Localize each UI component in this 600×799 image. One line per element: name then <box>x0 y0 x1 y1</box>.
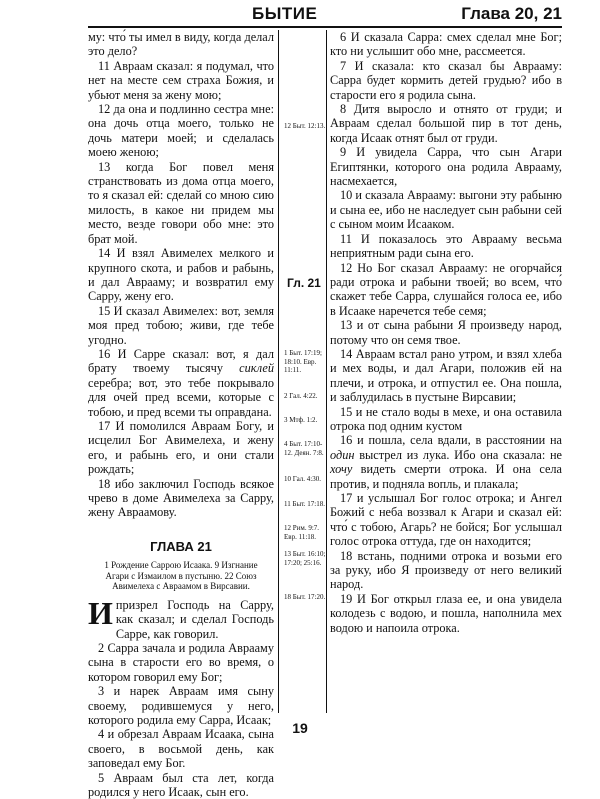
verse-text: 13 и от сына рабыни Я произведу народ, потому что он семя твое. <box>330 318 562 347</box>
verse-text: 11 Авраам сказал: я подумал, что нет на месте сем страха Божия, и убьют меня за жену мою; <box>88 58 274 102</box>
verse-text: 9 И увидела Сарра, что сын Агари Египтянки, которого она родила Аврааму, насмехается, <box>330 145 562 189</box>
verse-text: 14 И взял Авимелех мелкого и крупного скота, и рабов и рабынь, и дал Аврааму; и возвратил ему Сарру, жену его. <box>88 246 274 304</box>
header-rule <box>88 26 562 28</box>
cross-reference: 4 Быт. 17:10-12. Деян. 7:8. <box>284 440 324 457</box>
cross-reference: 1 Быт. 17:19; 18:10. Евр. 11:11. <box>284 349 322 375</box>
right-text-column <box>330 30 562 635</box>
verse-text: му: что́ ты имел в виду, когда делал это дело? <box>88 30 274 59</box>
verse-text: 4 и обрезал Авраам Исаака, сына своего, в восьмой день, как заповедал ему Бог. <box>88 727 274 771</box>
chapter-title: ГЛАВА 21 <box>150 538 212 554</box>
chapter-summary: 1 Рождение Саррою Исаака. 9 Изгнание Агари с Измаилом в пустыню. 22 Союз Авимелеха с Авраамом в Вирсавии. <box>104 560 258 592</box>
cross-reference: 10 Гал. 4:30. <box>284 475 321 483</box>
verse-text: 13 когда Бог повел меня странствовать из дома отца моего, то я сказал ей: сделай со мною сию милость, в какое ни придем мы место, везде говори обо мне: это брат мой. <box>88 159 274 246</box>
verse-text: 12 Но Бог сказал Аврааму: не огорчайся ради отрока и рабыни твоей; во всем, что́ скажет тебе Сарра, слушайся голоса ее, ибо в Исааке наречется тебе семя; <box>330 260 562 318</box>
verse-text: 5 Авраам был ста лет, когда родился у него Исаак, сын его. <box>88 770 274 799</box>
verse-text: 18 встань, подними отрока и возьми его за руку, ибо Я произведу от него великий народ. <box>330 548 562 592</box>
verse-text: 12 да она и подлинно сестра мне: она дочь отца моего, только не дочь матери моей; и сделалась моею женою; <box>88 102 274 160</box>
cross-reference: 12 Быт. 12:13. <box>284 122 326 130</box>
cross-reference: 11 Быт. 17:18. <box>284 500 325 508</box>
verse-16: 16 и пошла, села вдали, в расстоянии на один выстрел из лука. Ибо она сказала: не хочу видеть смерти отрока. И она села против, и подняла вопль, и плакала; <box>330 433 562 491</box>
verse-text: 15 И сказал Авимелех: вот, земля моя пред тобою; живи, где тебе угодно. <box>88 303 274 347</box>
book-title: БЫТИЕ <box>252 4 318 23</box>
italic-word: хочу <box>330 462 353 477</box>
chapter-marker: Гл. 21 <box>287 276 321 290</box>
cross-reference: 13 Быт. 16:10; 17:20; 25:16. <box>284 550 326 567</box>
verse-text: 17 и услышал Бог голос отрока; и Ангел Божий с неба воззвал к Агари и сказал ей: что́ с тобою, Агарь? не бойся; Бог услышал голос отрока оттуда, где он находится; <box>330 491 562 549</box>
verse-text: 15 и не стало воды в мехе, и она оставила отрока под одним кустом <box>330 404 562 433</box>
left-column-divider <box>278 30 279 713</box>
verse-text: 14 Авраам встал рано утром, и взял хлеба и мех воды, и дал Агари, положив ей на плечи, и отрока, и отпустил ее. Она пошла, и заблудилась в пустыне Вирсавии; <box>330 346 562 405</box>
verse-text: 8 Дитя выросло и отнято от груди; и Авраам сделал большой пир в тот день, когда Исаак отнят был от груди. <box>330 102 562 145</box>
verse-text: 6 И сказала Сарра: смех сделал мне Бог; кто ни услышит обо мне, рассмеется. <box>330 30 562 59</box>
cross-reference: 2 Гал. 4:22. <box>284 392 318 400</box>
italic-word: один <box>330 447 355 462</box>
page-number: 19 <box>292 720 308 736</box>
drop-cap: И <box>88 594 113 631</box>
verse-text: 18 ибо заключил Господь всякое чрево в доме Авимелеха за Сарру, жену Авраамову. <box>88 476 274 520</box>
italic-word: сиклей <box>239 361 274 376</box>
verse-text: 3 и нарек Авраам имя сыну своему, родившемуся у него, которого родила ему Сарра, Исаак; <box>88 684 274 727</box>
verse-text: 7 И сказала: кто сказал бы Аврааму: Сарра будет кормить детей грудью? ибо в старости его я родила сына. <box>330 58 562 102</box>
chapter-reference: Глава 20, 21 <box>461 4 562 23</box>
verse-16: 16 И Сарре сказал: вот, я дал брату твоему тысячу сиклей серебра; вот, это тебе покрывало для очей пред всеми, которые с тобою, и пред всеми ты оправдана. <box>88 346 274 419</box>
verse-text: 10 и сказала Аврааму: выгони эту рабыню и сына ее, ибо не наследует сын рабыни сей с сыном моим Исааком. <box>330 188 562 232</box>
verse-text: 19 И Бог открыл глаза ее, и она увидела колодезь с водою, и пошла, наполнила мех водою и напоила отрока. <box>330 591 562 635</box>
verse-1: Ипризрел Господь на Сарру, как сказал; и сделал Господь Сарре, как говорил. <box>88 594 274 641</box>
verse-text: 17 И помолился Авраам Богу, и исцелил Бог Авимелеха, и жену его, и рабынь его, и они стали рождать; <box>88 418 274 477</box>
verse-text: 11 И показалось это Аврааму весьма неприятным ради сына его. <box>330 231 562 261</box>
cross-reference: 18 Быт. 17:20. <box>284 593 326 601</box>
left-text-column <box>88 30 274 799</box>
cross-reference: 12 Рим. 9:7. Евр. 11:18. <box>284 524 320 541</box>
cross-reference: 3 Мтф. 1:2. <box>284 416 318 424</box>
verse-text: 2 Сарра зачала и родила Аврааму сына в старости его во время, о котором говорил ему Бог; <box>88 640 274 684</box>
